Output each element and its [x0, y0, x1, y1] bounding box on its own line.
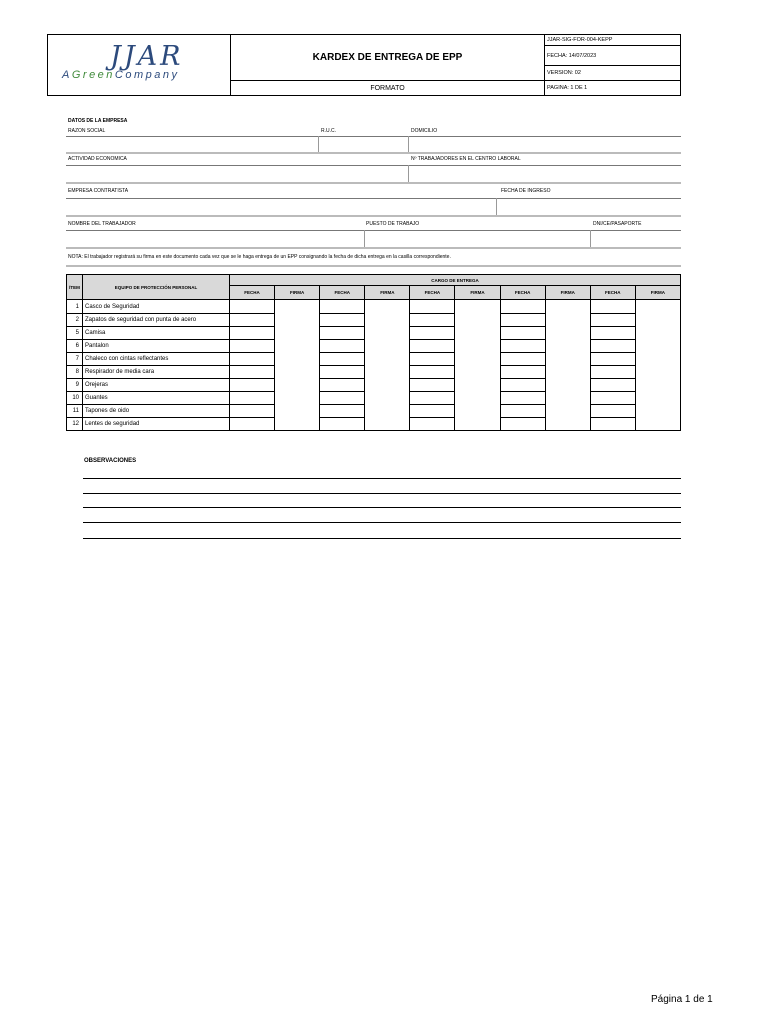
company-section-title: DATOS DE LA EMPRESA [68, 118, 128, 124]
col-fecha-header: FECHA [230, 286, 275, 300]
fecha-cell[interactable] [410, 392, 455, 405]
item-number: 2 [67, 314, 83, 327]
fecha-cell[interactable] [320, 405, 365, 418]
epp-table-body [67, 300, 681, 431]
logo-main-text: JJAR [110, 41, 184, 72]
divider [496, 198, 497, 215]
note-text: NOTA: El trabajador registrará su firma en este documento cada vez que se le haga entrega de un EPP consignando la fecha de dicha entrega en la casilla correspondiente. [68, 254, 451, 260]
firma-cell[interactable] [635, 300, 680, 431]
fecha-cell[interactable] [500, 392, 545, 405]
page-footer: Página 1 de 1 [651, 994, 713, 1005]
col-firma-header: FIRMA [365, 286, 410, 300]
fecha-cell[interactable] [500, 300, 545, 314]
item-name: Camisa [83, 327, 230, 340]
label-ruc: R.U.C. [321, 128, 336, 134]
fecha-cell[interactable] [500, 340, 545, 353]
fecha-cell[interactable] [230, 314, 275, 327]
divider [66, 265, 681, 267]
document-page: PAGINA: 1 DE 1 [547, 85, 588, 91]
label-domicilio: DOMICILIO [411, 128, 438, 134]
col-equipo-header: EQUIPO DE PROTECCIÓN PERSONAL [83, 275, 230, 300]
item-number: 5 [67, 327, 83, 340]
firma-cell[interactable] [365, 300, 410, 431]
document-header [47, 34, 681, 96]
fecha-cell[interactable] [590, 392, 635, 405]
observaciones-label: OBSERVACIONES [84, 458, 137, 464]
fecha-cell[interactable] [230, 366, 275, 379]
logo [48, 35, 231, 95]
label-nombre: NOMBRE DEL TRABAJADOR [68, 221, 136, 227]
fecha-cell[interactable] [230, 418, 275, 431]
fecha-cell[interactable] [320, 327, 365, 340]
item-name: Guantes [83, 392, 230, 405]
fecha-cell[interactable] [410, 327, 455, 340]
fecha-cell[interactable] [590, 300, 635, 314]
divider [66, 165, 681, 166]
item-number: 7 [67, 353, 83, 366]
fecha-cell[interactable] [320, 314, 365, 327]
item-number: 8 [67, 366, 83, 379]
fecha-cell[interactable] [500, 327, 545, 340]
fecha-cell[interactable] [590, 379, 635, 392]
fecha-cell[interactable] [590, 314, 635, 327]
fecha-cell[interactable] [410, 366, 455, 379]
fecha-cell[interactable] [410, 314, 455, 327]
divider [66, 230, 681, 231]
fecha-cell[interactable] [500, 366, 545, 379]
col-fecha-header: FECHA [320, 286, 365, 300]
item-name: Pantalon [83, 340, 230, 353]
observation-line[interactable] [83, 522, 681, 523]
document-version: VERSION: 02 [545, 66, 680, 81]
observation-line[interactable] [83, 507, 681, 508]
item-name: Lentes de seguridad [83, 418, 230, 431]
fecha-cell[interactable] [230, 340, 275, 353]
observation-line[interactable] [83, 493, 681, 494]
divider [66, 247, 681, 249]
label-trabajadores: Nº TRABAJADORES EN EL CENTRO LABORAL [411, 156, 521, 162]
label-fecha-ingreso: FECHA DE INGRESO [501, 188, 551, 194]
observation-line[interactable] [83, 478, 681, 479]
divider [66, 198, 681, 199]
item-number: 12 [67, 418, 83, 431]
label-contratista: EMPRESA CONTRATISTA [68, 188, 129, 194]
firma-cell[interactable] [455, 300, 500, 431]
col-fecha-header: FECHA [410, 286, 455, 300]
col-cargo-header: CARGO DE ENTREGA [230, 275, 681, 286]
divider [590, 230, 591, 247]
item-name: Tapones de oido [83, 405, 230, 418]
item-number: 9 [67, 379, 83, 392]
fecha-cell[interactable] [320, 418, 365, 431]
fecha-cell[interactable] [410, 340, 455, 353]
label-actividad: ACTIVIDAD ECONOMICA [68, 156, 127, 162]
label-razon-social: RAZON SOCIAL [68, 128, 106, 134]
item-number: 11 [67, 405, 83, 418]
divider [364, 230, 365, 247]
fecha-cell[interactable] [410, 405, 455, 418]
fecha-cell[interactable] [230, 327, 275, 340]
document-date: FECHA: 14/07/2023 [545, 46, 680, 66]
fecha-cell[interactable] [410, 379, 455, 392]
col-fecha-header: FECHA [500, 286, 545, 300]
item-name: Zapatos de seguridad con punta de acero [83, 314, 230, 327]
col-firma-header: FIRMA [545, 286, 590, 300]
item-name: Orejeras [83, 379, 230, 392]
fecha-cell[interactable] [230, 405, 275, 418]
divider [66, 182, 681, 184]
item-name: Respirador de media cara [83, 366, 230, 379]
item-name: Chaleco con cintas reflectantes [83, 353, 230, 366]
table-row [67, 300, 681, 314]
epp-table [66, 274, 681, 431]
item-number: 6 [67, 340, 83, 353]
fecha-cell[interactable] [230, 392, 275, 405]
col-fecha-header: FECHA [590, 286, 635, 300]
fecha-cell[interactable] [590, 327, 635, 340]
fecha-cell[interactable] [500, 418, 545, 431]
fecha-cell[interactable] [500, 405, 545, 418]
fecha-cell[interactable] [590, 353, 635, 366]
divider [408, 165, 409, 182]
item-number: 1 [67, 300, 83, 314]
divider [318, 136, 319, 152]
document-code: JJAR-SIG-FOR-004-KEPP [545, 35, 680, 46]
item-name: Casco de Seguridad [83, 300, 230, 314]
divider [66, 136, 681, 137]
firma-cell[interactable] [545, 300, 590, 431]
fecha-cell[interactable] [320, 392, 365, 405]
fecha-cell[interactable] [320, 340, 365, 353]
format-label: FORMATO [231, 81, 545, 95]
fecha-cell[interactable] [590, 340, 635, 353]
fecha-cell[interactable] [410, 300, 455, 314]
divider [66, 215, 681, 217]
fecha-cell[interactable] [500, 379, 545, 392]
firma-cell[interactable] [275, 300, 320, 431]
divider [408, 136, 409, 152]
observation-line[interactable] [83, 538, 681, 539]
fecha-cell[interactable] [410, 418, 455, 431]
fecha-cell[interactable] [500, 353, 545, 366]
fecha-cell[interactable] [320, 366, 365, 379]
fecha-cell[interactable] [320, 379, 365, 392]
item-number: 10 [67, 392, 83, 405]
fecha-cell[interactable] [320, 300, 365, 314]
divider [66, 152, 681, 154]
fecha-cell[interactable] [410, 353, 455, 366]
fecha-cell[interactable] [590, 366, 635, 379]
fecha-cell[interactable] [230, 300, 275, 314]
document-title: KARDEX DE ENTREGA DE EPP [231, 35, 545, 81]
label-dni: DNI/CE/PASAPORTE [593, 221, 642, 227]
fecha-cell[interactable] [230, 353, 275, 366]
fecha-cell[interactable] [500, 314, 545, 327]
fecha-cell[interactable] [230, 379, 275, 392]
col-firma-header: FIRMA [635, 286, 680, 300]
logo-subtitle: AGreenCompany [62, 69, 180, 81]
col-firma-header: FIRMA [455, 286, 500, 300]
col-item-header: ÍTEM [67, 275, 83, 300]
fecha-cell[interactable] [590, 405, 635, 418]
label-puesto: PUESTO DE TRABAJO [366, 221, 420, 227]
col-firma-header: FIRMA [275, 286, 320, 300]
fecha-cell[interactable] [320, 353, 365, 366]
fecha-cell[interactable] [590, 418, 635, 431]
